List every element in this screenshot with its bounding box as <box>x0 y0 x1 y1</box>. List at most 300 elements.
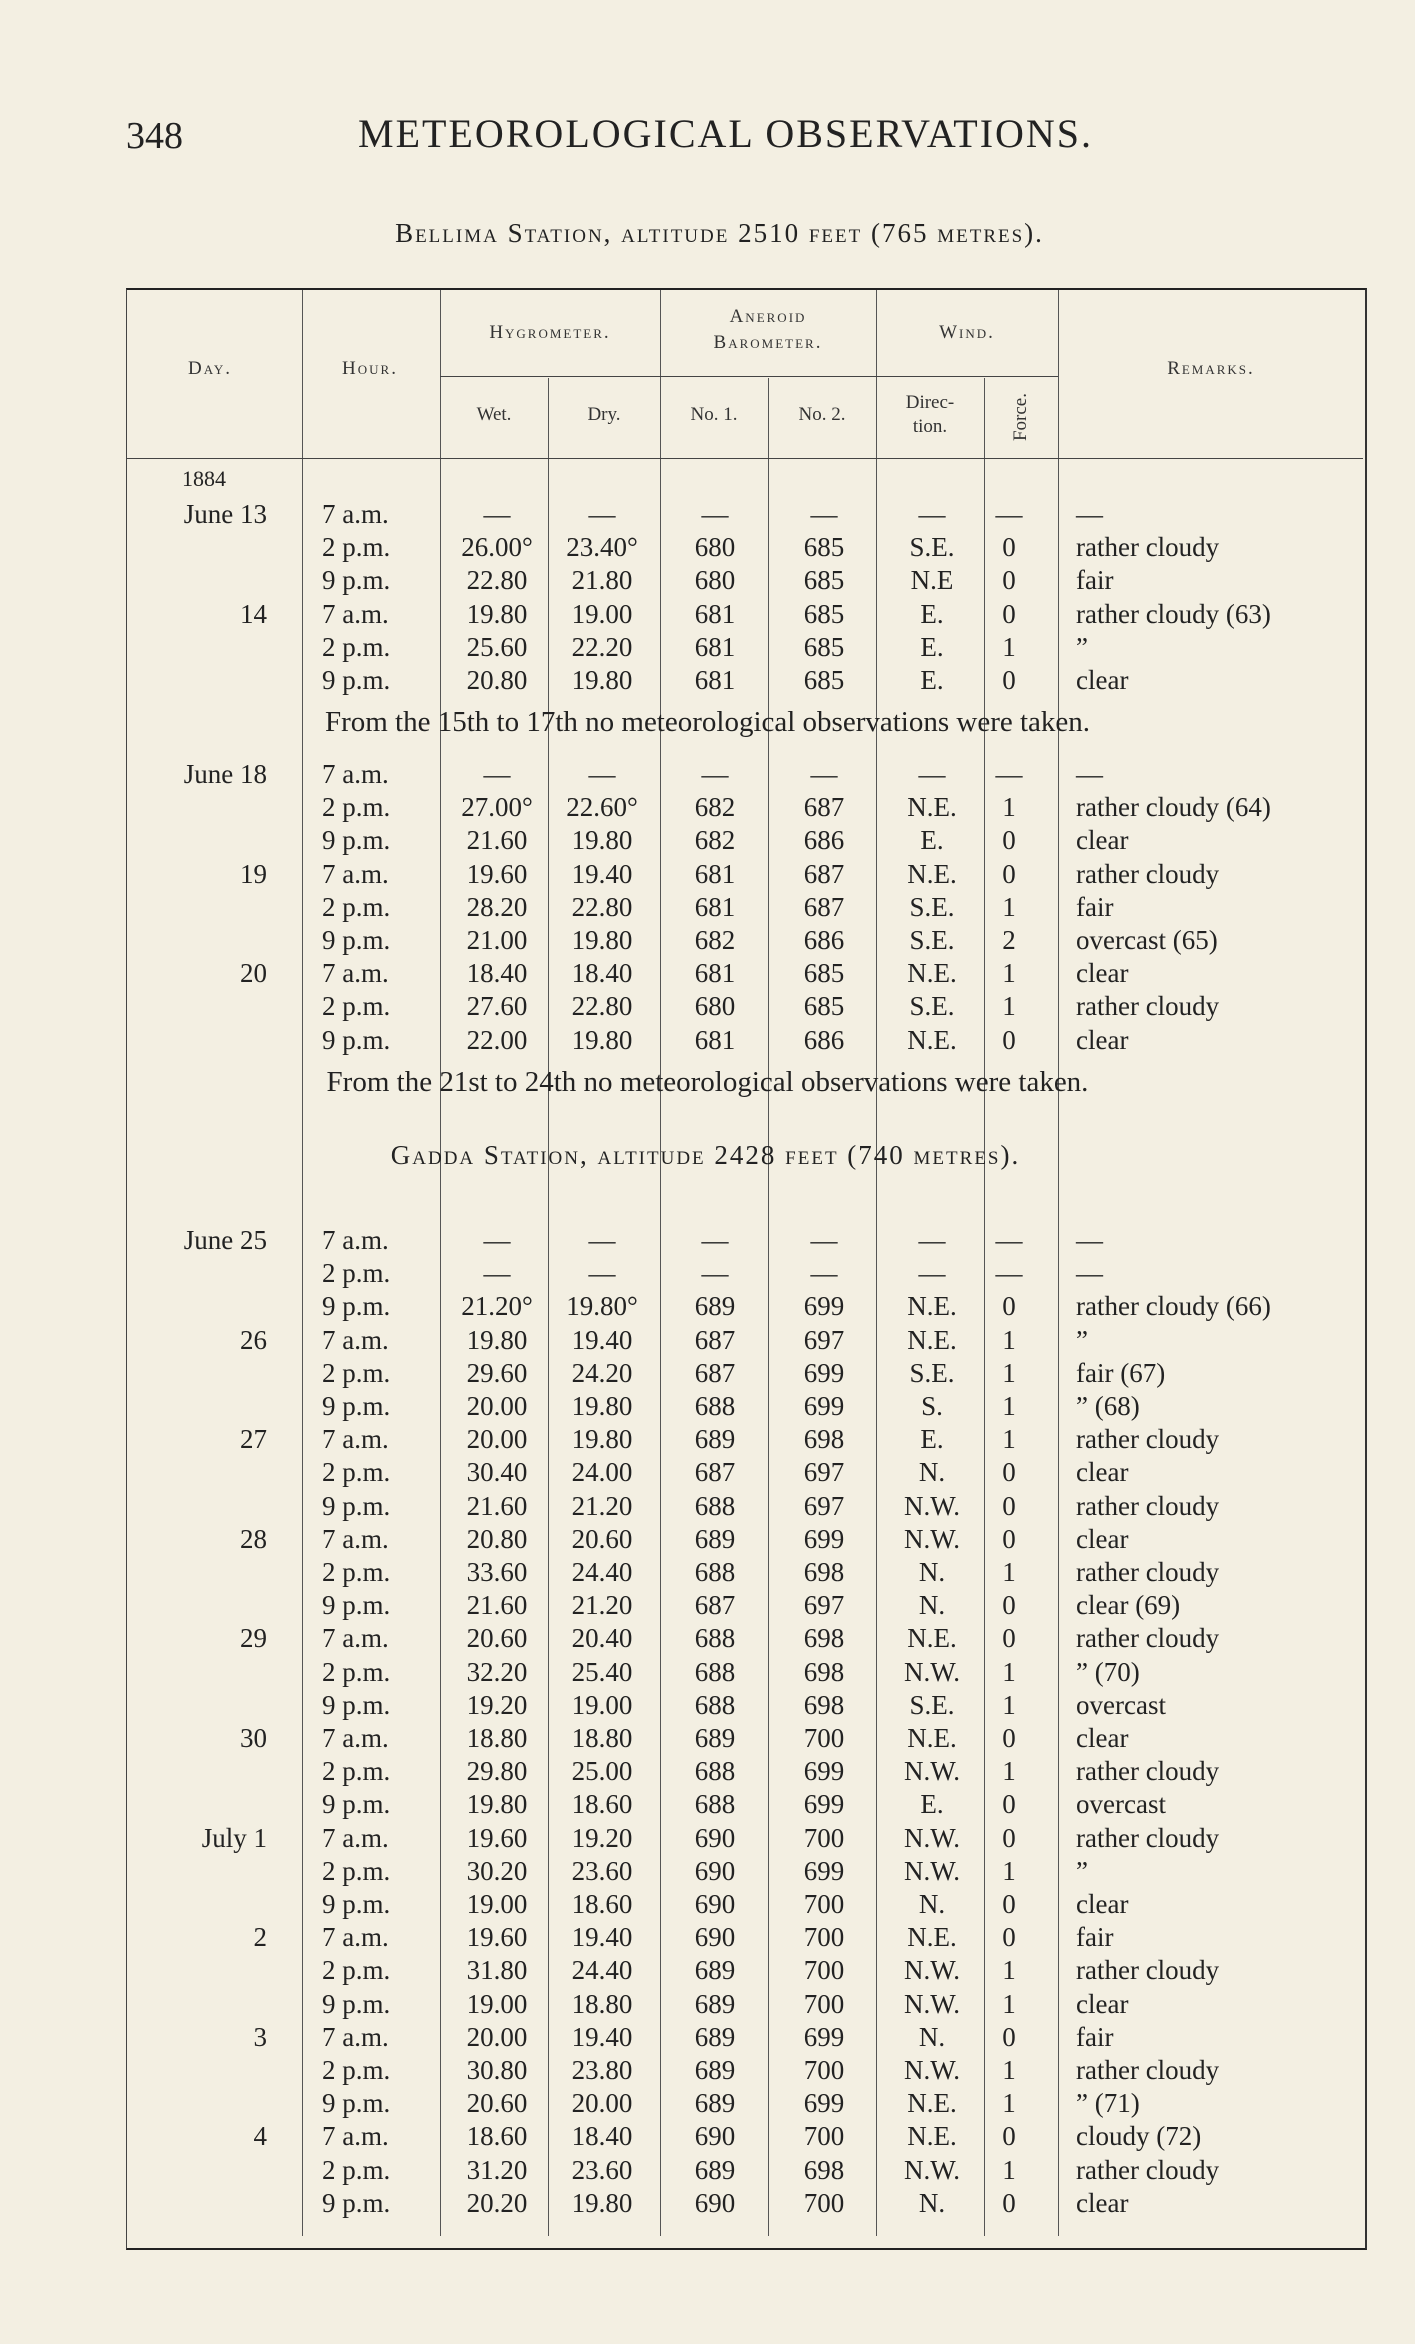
cell-dry: 18.40 <box>571 958 633 989</box>
cell-no1: 688 <box>694 1689 736 1720</box>
table-row <box>0 1224 1415 1257</box>
cell-force: 0 <box>1002 1490 1016 1521</box>
cell-force: 1 <box>1002 1424 1016 1455</box>
cell-no1: 689 <box>694 1955 736 1986</box>
table-row <box>0 1423 1415 1456</box>
cell-force: 0 <box>1002 665 1016 695</box>
cell-no2: 698 <box>803 2154 845 2185</box>
cell-wet: 20.60 <box>466 2088 528 2119</box>
cell-wet: 20.60 <box>466 1623 528 1654</box>
cell-remarks: clear <box>1076 1457 1129 1488</box>
cell-dir: N.W. <box>903 2154 960 2185</box>
cell-day: June 18 <box>183 759 267 789</box>
table-row <box>0 858 1415 891</box>
cell-hour: 7 a.m. <box>322 958 389 989</box>
cell-dir: S.E. <box>909 1689 955 1720</box>
cell-hour: 2 p.m. <box>322 792 391 823</box>
cell-dry: — <box>588 759 616 789</box>
cell-dir: N.E. <box>907 1024 957 1055</box>
table-row <box>0 1722 1415 1755</box>
cell-dir: — <box>918 759 946 789</box>
cell-hour: 7 a.m. <box>322 1225 389 1255</box>
cell-dry: 23.80 <box>571 2055 633 2085</box>
cell-hour: 7 a.m. <box>322 1523 389 1554</box>
table-row <box>0 1357 1415 1390</box>
cell-wet: 22.80 <box>466 565 528 596</box>
cell-remarks: — <box>1076 499 1103 529</box>
cell-remarks: clear <box>1076 1723 1129 1753</box>
cell-force: 0 <box>1002 1457 1016 1488</box>
cell-day: 29 <box>240 1623 267 1654</box>
cell-hour: 2 p.m. <box>322 1258 391 1289</box>
cell-no1: — <box>701 1258 729 1289</box>
cell-no2: 698 <box>803 1623 845 1654</box>
cell-wet: 19.00 <box>466 1889 528 1919</box>
cell-remarks: rather cloudy <box>1076 1623 1220 1654</box>
cell-force: 1 <box>1002 1988 1016 2019</box>
table-row <box>0 1257 1415 1290</box>
cell-hour: 9 p.m. <box>322 2088 391 2119</box>
header-wind: Wind. <box>939 322 995 343</box>
cell-no1: 688 <box>694 1391 736 1421</box>
table-row <box>0 1855 1415 1888</box>
cell-remarks: ” <box>1076 1324 1088 1355</box>
cell-remarks: ” (71) <box>1076 2088 1140 2119</box>
cell-dir: N.W. <box>903 1855 960 1886</box>
cell-dry: 22.20 <box>571 631 633 662</box>
cell-remarks: rather cloudy (66) <box>1076 1291 1271 1322</box>
cell-dry: 19.80 <box>571 1424 633 1455</box>
cell-wet: 20.00 <box>466 1391 528 1421</box>
cell-wet: 19.00 <box>466 1988 528 2019</box>
cell-no2: 685 <box>803 598 845 629</box>
cell-wet: 20.20 <box>466 2187 528 2218</box>
cell-wet: 19.20 <box>466 1689 528 1720</box>
cell-no1: 690 <box>694 1889 736 1919</box>
cell-remarks: rather cloudy <box>1076 1424 1220 1455</box>
cell-hour: 7 a.m. <box>322 499 389 529</box>
cell-no2: 697 <box>803 1324 845 1355</box>
cell-dry: 18.60 <box>571 1889 633 1919</box>
cell-wet: 20.00 <box>466 1424 528 1455</box>
cell-day: 3 <box>253 2021 267 2052</box>
cell-remarks: rather cloudy <box>1076 858 1220 889</box>
header-no1: No. 1. <box>690 404 738 425</box>
rule-header-groups <box>440 376 1058 377</box>
cell-dir: — <box>918 1225 946 1255</box>
cell-dir: N.E. <box>907 958 957 989</box>
cell-day: 2 <box>253 1922 267 1953</box>
cell-no1: 681 <box>694 858 736 889</box>
cell-wet: 19.60 <box>466 1822 528 1853</box>
table-row <box>0 2087 1415 2120</box>
cell-no2: 699 <box>803 1789 845 1820</box>
table-row <box>0 1656 1415 1689</box>
cell-force: 1 <box>1002 1557 1016 1587</box>
cell-wet: 19.60 <box>466 1922 528 1953</box>
table-row <box>0 1490 1415 1523</box>
cell-no2: — <box>810 1258 838 1289</box>
cell-hour: 9 p.m. <box>322 825 391 856</box>
page-title: METEOROLOGICAL OBSERVATIONS. <box>358 111 1094 156</box>
table-row <box>0 2120 1415 2153</box>
cell-wet: 27.00° <box>461 792 533 823</box>
cell-remarks: fair (67) <box>1076 1357 1166 1388</box>
section-title-gadda: Gadda Station, altitude 2428 feet (740 metres). <box>390 1140 1021 1170</box>
cell-remarks: fair <box>1076 565 1114 596</box>
cell-hour: 9 p.m. <box>322 1490 391 1521</box>
cell-no1: — <box>701 759 729 789</box>
cell-hour: 9 p.m. <box>322 1988 391 2019</box>
cell-no1: 681 <box>694 891 736 922</box>
table-row <box>0 664 1415 697</box>
cell-remarks: — <box>1076 1225 1103 1255</box>
cell-remarks: rather cloudy <box>1076 1955 1220 1986</box>
table-row <box>0 990 1415 1023</box>
cell-remarks: clear <box>1076 665 1129 695</box>
cell-hour: 7 a.m. <box>322 759 389 789</box>
header-aneroid-line1: Aneroid <box>729 306 807 327</box>
cell-no2: — <box>810 759 838 789</box>
cell-dry: 19.20 <box>571 1822 633 1853</box>
cell-dir: N.E. <box>907 858 957 889</box>
cell-wet: 21.60 <box>466 825 528 856</box>
cell-no1: 690 <box>694 2187 736 2218</box>
cell-hour: 9 p.m. <box>322 565 391 596</box>
cell-no2: 697 <box>803 1590 845 1621</box>
cell-day: 28 <box>240 1523 267 1554</box>
cell-no2: 699 <box>803 1391 845 1421</box>
cell-no1: 690 <box>694 1922 736 1953</box>
cell-no2: 700 <box>803 1889 845 1919</box>
cell-no1: 682 <box>694 825 736 856</box>
cell-no2: 685 <box>803 665 845 695</box>
cell-dir: N.W. <box>903 1822 960 1853</box>
cell-force: 1 <box>1002 631 1016 662</box>
cell-dir: E. <box>920 1789 944 1820</box>
cell-remarks: fair <box>1076 891 1114 922</box>
cell-dir: N.W. <box>903 1656 960 1687</box>
cell-no1: 689 <box>694 1723 736 1753</box>
cell-dry: 19.80 <box>571 925 633 955</box>
cell-dry: 23.60 <box>571 2154 633 2185</box>
cell-wet: 22.00 <box>466 1024 528 1055</box>
cell-hour: 2 p.m. <box>322 2154 391 2185</box>
cell-no2: 699 <box>803 2088 845 2119</box>
cell-dry: 25.00 <box>571 1756 633 1787</box>
cell-hour: 7 a.m. <box>322 1822 389 1853</box>
cell-force: 1 <box>1002 991 1016 1022</box>
cell-wet: 21.60 <box>466 1590 528 1621</box>
table-row <box>0 1589 1415 1622</box>
cell-dir: E. <box>920 598 944 629</box>
cell-dir: — <box>918 1258 946 1289</box>
cell-dry: 18.80 <box>571 1988 633 2019</box>
cell-force: 1 <box>1002 2088 1016 2119</box>
cell-dir: N.E. <box>907 2088 957 2119</box>
cell-wet: 19.80 <box>466 1789 528 1820</box>
cell-dry: 19.80 <box>571 2187 633 2218</box>
cell-hour: 7 a.m. <box>322 1922 389 1953</box>
cell-hour: 2 p.m. <box>322 1357 391 1388</box>
cell-force: 1 <box>1002 2055 1016 2085</box>
cell-remarks: cloudy (72) <box>1076 2121 1202 2152</box>
cell-dir: N.E. <box>907 2121 957 2152</box>
cell-wet: 20.80 <box>466 665 528 695</box>
cell-no2: 699 <box>803 1855 845 1886</box>
table-row <box>0 1456 1415 1489</box>
cell-hour: 2 p.m. <box>322 1955 391 1986</box>
cell-dry: 24.40 <box>571 1955 633 1986</box>
cell-dir: N. <box>918 1889 946 1919</box>
cell-dry: 24.20 <box>571 1357 633 1388</box>
cell-no1: 689 <box>694 2154 736 2185</box>
cell-hour: 2 p.m. <box>322 631 391 662</box>
cell-dry: 19.40 <box>571 2021 633 2052</box>
table-row <box>0 758 1415 791</box>
cell-dir: N.E <box>910 565 954 596</box>
cell-hour: 9 p.m. <box>322 1789 391 1820</box>
cell-dry: — <box>588 1225 616 1255</box>
cell-day: July 1 <box>201 1822 267 1853</box>
cell-no2: — <box>810 499 838 529</box>
table-row <box>0 498 1415 531</box>
cell-day: 20 <box>240 958 267 989</box>
cell-hour: 9 p.m. <box>322 1391 391 1421</box>
cell-no1: 688 <box>694 1557 736 1587</box>
cell-no2: 700 <box>803 1723 845 1753</box>
cell-force: 1 <box>1002 1656 1016 1687</box>
cell-no2: — <box>810 1225 838 1255</box>
cell-remarks: clear (69) <box>1076 1590 1181 1621</box>
cell-no2: 685 <box>803 991 845 1022</box>
cell-dry: 22.80 <box>571 891 633 922</box>
cell-dir: N.E. <box>907 1324 957 1355</box>
table-row <box>0 1689 1415 1722</box>
cell-hour: 2 p.m. <box>322 2055 391 2085</box>
cell-no1: 680 <box>694 565 736 596</box>
table-row <box>0 1556 1415 1589</box>
cell-no2: 700 <box>803 1988 845 2019</box>
cell-wet: 18.40 <box>466 958 528 989</box>
cell-dry: 18.80 <box>571 1723 633 1753</box>
cell-remarks: clear <box>1076 1024 1129 1055</box>
cell-remarks: — <box>1076 1258 1103 1289</box>
table-row <box>0 1324 1415 1357</box>
header-day: Day. <box>187 358 233 379</box>
cell-remarks: ” <box>1076 1855 1088 1886</box>
cell-dir: N. <box>918 1457 946 1488</box>
cell-wet: 27.60 <box>466 991 528 1022</box>
table-row <box>0 1788 1415 1821</box>
header-remarks: Remarks. <box>1167 358 1255 379</box>
table-row <box>0 1988 1415 2021</box>
cell-dry: 19.00 <box>571 1689 633 1720</box>
cell-force: 1 <box>1002 1855 1016 1886</box>
cell-remarks: rather cloudy <box>1076 1557 1220 1587</box>
cell-dir: N.E. <box>907 1291 957 1322</box>
cell-day: 4 <box>253 2121 267 2152</box>
cell-no2: 698 <box>803 1424 845 1455</box>
cell-no2: 698 <box>803 1689 845 1720</box>
cell-no1: 688 <box>694 1623 736 1654</box>
cell-force: 0 <box>1002 1889 1016 1919</box>
cell-dry: — <box>588 499 616 529</box>
cell-hour: 2 p.m. <box>322 532 391 563</box>
cell-dry: 19.00 <box>571 598 633 629</box>
cell-dry: 19.80 <box>571 825 633 856</box>
cell-no1: 689 <box>694 2055 736 2085</box>
cell-no2: 685 <box>803 958 845 989</box>
note-no-observations-1: From the 15th to 17th no meteorological observations were taken. <box>324 706 1091 738</box>
cell-day: 30 <box>240 1723 267 1753</box>
cell-dir: S.E. <box>909 891 955 922</box>
header-hour: Hour. <box>342 358 398 379</box>
table-row <box>0 1024 1415 1057</box>
cell-hour: 7 a.m. <box>322 2021 389 2052</box>
cell-dir: N.E. <box>907 1922 957 1953</box>
cell-wet: 19.80 <box>466 598 528 629</box>
cell-force: 0 <box>1002 858 1016 889</box>
cell-wet: 31.20 <box>466 2154 528 2185</box>
table-row <box>0 2054 1415 2087</box>
cell-remarks: clear <box>1076 1889 1129 1919</box>
cell-no2: 700 <box>803 2121 845 2152</box>
cell-force: 0 <box>1002 1623 1016 1654</box>
cell-force: 1 <box>1002 891 1016 922</box>
cell-force: — <box>995 759 1023 789</box>
cell-remarks: ” (68) <box>1076 1391 1140 1421</box>
cell-no2: 699 <box>803 1291 845 1322</box>
cell-dir: N.E. <box>907 792 957 823</box>
cell-no2: 699 <box>803 1357 845 1388</box>
cell-dry: 19.80 <box>571 1024 633 1055</box>
table-row <box>0 1755 1415 1788</box>
cell-wet: 29.80 <box>466 1756 528 1787</box>
cell-dry: 18.60 <box>571 1789 633 1820</box>
cell-wet: 21.20° <box>461 1291 533 1322</box>
rule-header-bottom <box>127 458 1363 459</box>
cell-hour: 7 a.m. <box>322 1723 389 1753</box>
cell-hour: 2 p.m. <box>322 1656 391 1687</box>
cell-wet: 19.80 <box>466 1324 528 1355</box>
cell-day: 14 <box>240 598 267 629</box>
cell-force: 1 <box>1002 958 1016 989</box>
cell-hour: 9 p.m. <box>322 1689 391 1720</box>
table-row <box>0 1390 1415 1423</box>
cell-dir: N. <box>918 2187 946 2218</box>
running-head <box>0 110 1415 160</box>
cell-force: 2 <box>1002 925 1016 955</box>
cell-no2: 700 <box>803 2187 845 2218</box>
cell-hour: 2 p.m. <box>322 891 391 922</box>
cell-wet: — <box>483 1225 511 1255</box>
cell-wet: — <box>483 759 511 789</box>
cell-hour: 2 p.m. <box>322 1756 391 1787</box>
cell-force: 0 <box>1002 1024 1016 1055</box>
cell-no2: 700 <box>803 1822 845 1853</box>
table-row <box>0 791 1415 824</box>
cell-dir: N.W. <box>903 1523 960 1554</box>
cell-wet: 31.80 <box>466 1955 528 1986</box>
cell-no2: 687 <box>803 792 845 823</box>
cell-no2: 700 <box>803 1955 845 1986</box>
cell-no1: 688 <box>694 1490 736 1521</box>
cell-dir: N.W. <box>903 2055 960 2085</box>
cell-dir: — <box>918 499 946 529</box>
cell-dir: S. <box>921 1391 943 1421</box>
cell-dry: 19.40 <box>571 1922 633 1953</box>
cell-day: June 13 <box>183 499 267 529</box>
cell-dir: N.E. <box>907 1623 957 1654</box>
cell-dir: E. <box>920 825 944 856</box>
cell-force: 0 <box>1002 2187 1016 2218</box>
cell-hour: 9 p.m. <box>322 665 391 695</box>
cell-remarks: rather cloudy <box>1076 1490 1220 1521</box>
cell-hour: 7 a.m. <box>322 1623 389 1654</box>
cell-hour: 9 p.m. <box>322 1024 391 1055</box>
cell-remarks: clear <box>1076 958 1129 989</box>
cell-dir: N. <box>918 2021 946 2052</box>
cell-force: 1 <box>1002 1324 1016 1355</box>
cell-wet: 30.80 <box>466 2055 528 2085</box>
cell-no1: 689 <box>694 2088 736 2119</box>
table-row <box>0 1523 1415 1556</box>
cell-remarks: overcast <box>1076 1689 1166 1720</box>
cell-wet: 26.00° <box>461 532 533 563</box>
cell-no1: 688 <box>694 1656 736 1687</box>
cell-hour: 9 p.m. <box>322 1590 391 1621</box>
cell-no2: 685 <box>803 565 845 596</box>
cell-remarks: ” (70) <box>1076 1656 1140 1687</box>
cell-no1: 690 <box>694 1822 736 1853</box>
cell-hour: 9 p.m. <box>322 1889 391 1919</box>
cell-no1: 690 <box>694 2121 736 2152</box>
cell-no2: 699 <box>803 1756 845 1787</box>
cell-force: 1 <box>1002 1357 1016 1388</box>
cell-wet: 25.60 <box>466 631 528 662</box>
table-row <box>0 2187 1415 2220</box>
cell-dir: N.E. <box>907 1723 957 1753</box>
cell-no1: 687 <box>694 1457 736 1488</box>
cell-force: 1 <box>1002 1955 1016 1986</box>
cell-dry: 21.20 <box>571 1490 633 1521</box>
cell-wet: 20.80 <box>466 1523 528 1554</box>
header-aneroid-line2: Barometer. <box>713 332 823 353</box>
cell-no2: 699 <box>803 2021 845 2052</box>
cell-force: 1 <box>1002 2154 1016 2185</box>
cell-force: 0 <box>1002 1723 1016 1753</box>
cell-dry: 21.80 <box>571 565 633 596</box>
cell-dry: 22.60° <box>566 792 638 823</box>
table-row <box>0 824 1415 857</box>
cell-no1: 687 <box>694 1324 736 1355</box>
cell-dir: E. <box>920 665 944 695</box>
cell-force: 0 <box>1002 1922 1016 1953</box>
table-row <box>0 1888 1415 1921</box>
cell-dir: N. <box>918 1590 946 1621</box>
cell-force: 1 <box>1002 1689 1016 1720</box>
table-row <box>0 598 1415 631</box>
cell-dry: 23.60 <box>571 1855 633 1886</box>
cell-dry: 25.40 <box>571 1656 633 1687</box>
cell-remarks: rather cloudy <box>1076 991 1220 1022</box>
cell-day: 19 <box>240 858 267 889</box>
cell-dry: 19.80 <box>571 665 633 695</box>
cell-hour: 7 a.m. <box>322 858 389 889</box>
cell-remarks: overcast <box>1076 1789 1166 1820</box>
cell-wet: 30.20 <box>466 1855 528 1886</box>
